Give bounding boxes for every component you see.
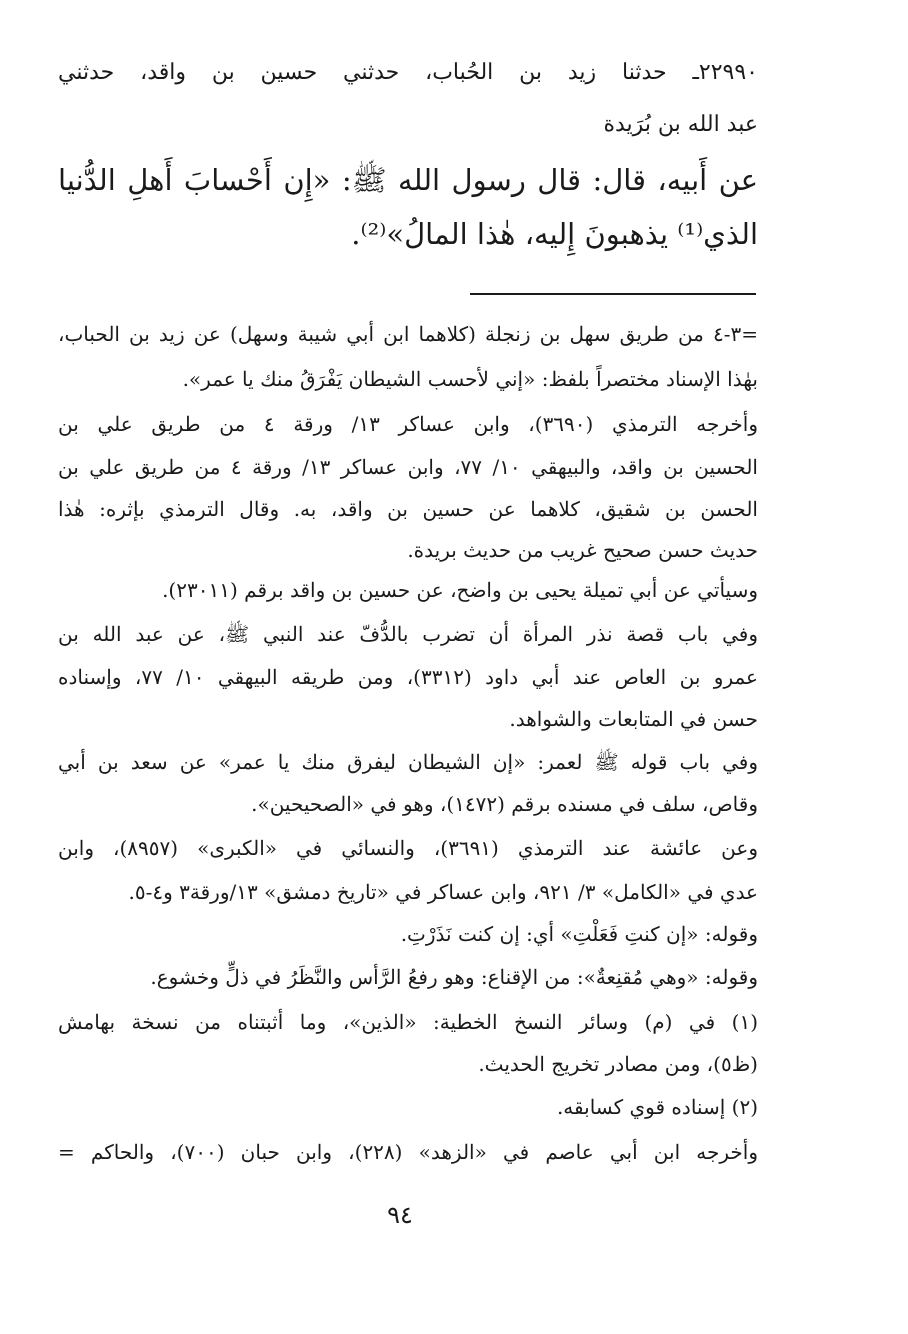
footnote-line: وفي باب قصة نذر المرأة أن تضرب بالدُّفّ عند النبي ﷺ، عن عبد الله بن	[58, 622, 758, 646]
footnote-line: وقاص، سلف في مسنده برقم (١٤٧٢)، وهو في «الصحيحين».	[251, 792, 758, 816]
hadith-line-4: الذي⁽¹⁾ يذهبونَ إِليه، هٰذا المالُ»⁽²⁾.	[351, 217, 758, 251]
footnote-line: =٣-٤ من طريق سهل بن زنجلة (كلاهما ابن أبي شيبة وسهل) عن زيد بن الحباب،	[58, 322, 758, 346]
footnote-line: حديث حسن صحيح غريب من حديث بريدة.	[407, 538, 758, 562]
footnote-line: حسن في المتابعات والشواهد.	[509, 707, 758, 731]
footnote-line: (١) في (م) وسائر النسخ الخطية: «الذين»، وما أثبتناه من نسخة بهامش	[58, 1010, 758, 1034]
footnote-line: وأخرجه الترمذي (٣٦٩٠)، وابن عساكر ١٣/ ورقة ٤ من طريق علي بن	[58, 412, 758, 436]
footnote-line: الحسن بن شقيق، كلاهما عن حسين بن واقد، به. وقال الترمذي بإثره: هٰذا	[58, 497, 758, 521]
hadith-line-2: عبد الله بن بُرَيدة	[603, 112, 758, 137]
footnote-line: وفي باب قوله ﷺ لعمر: «إن الشيطان ليفرق منك يا عمر» عن سعد بن أبي	[58, 750, 759, 774]
page-number: ٩٤	[387, 1201, 413, 1229]
footnote-line: وسيأتي عن أبي تميلة يحيى بن واضح، عن حسين بن واقد برقم (٢٣٠١١).	[162, 578, 758, 602]
hadith-line-1: ٢٢٩٩٠ـ حدثنا زيد بن الحُباب، حدثني حسين بن واقد، حدثني	[58, 60, 758, 85]
footnote-separator	[470, 293, 756, 295]
footnote-line: (ظ٥)، ومن مصادر تخريج الحديث.	[478, 1052, 758, 1076]
footnote-line: وقوله: «إن كنتِ فَعَلْتِ» أي: إن كنت نَذَرْتِ.	[400, 922, 758, 946]
hadith-line-3: عن أَبيه، قال: قال رسول الله ﷺ: «إِن أَحْسابَ أَهلِ الدُّنيا	[58, 163, 758, 197]
footnote-line: بهٰذا الإسناد مختصراً بلفظ: «إني لأحسب الشيطان يَفْرَقُ منك يا عمر».	[182, 367, 758, 391]
footnote-line: عمرو بن العاص عند أبي داود (٣٣١٢)، ومن طريقه البيهقي ١٠/ ٧٧، وإسناده	[58, 665, 758, 689]
footnote-line: وقوله: «وهي مُقنِعةٌ»: من الإقناع: وهو رفعُ الرَّأس والنَّظَرُ في ذلٍّ وخشوع.	[150, 965, 758, 989]
footnote-line: وأخرجه ابن أبي عاصم في «الزهد» (٢٢٨)، وابن حبان (٧٠٠)، والحاكم =	[58, 1140, 759, 1164]
footnote-line: (٢) إسناده قوي كسابقه.	[556, 1095, 758, 1119]
footnote-line: عدي في «الكامل» ٣/ ٩٢١، وابن عساكر في «تاريخ دمشق» ١٣/ورقة٣ و٤-٥.	[128, 880, 758, 904]
footnote-line: وعن عائشة عند الترمذي (٣٦٩١)، والنسائي في «الكبرى» (٨٩٥٧)، وابن	[58, 836, 758, 860]
footnote-line: الحسين بن واقد، والبيهقي ١٠/ ٧٧، وابن عساكر ١٣/ ورقة ٤ من طريق علي بن	[58, 455, 758, 479]
